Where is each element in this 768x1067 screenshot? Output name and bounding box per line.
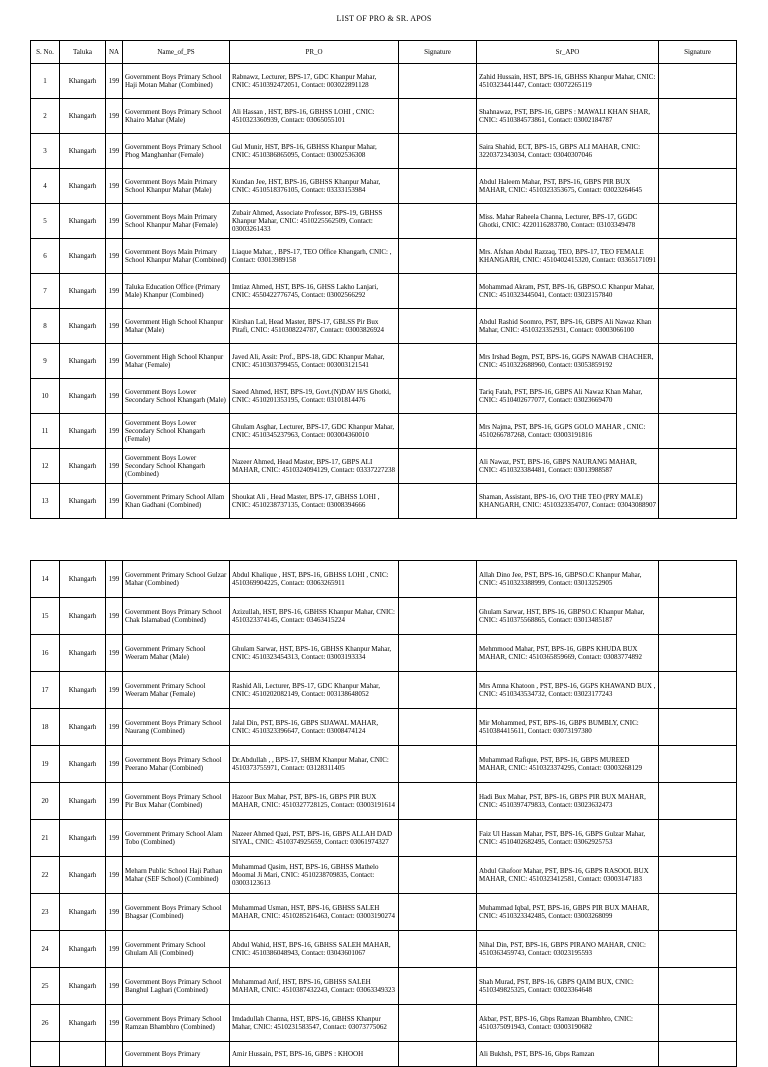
- cell-na: 199: [106, 484, 123, 519]
- cell-name-of-ps: Government Boys Main Primary School Khanpur Mahar (Combined): [123, 239, 230, 274]
- cell-name-of-ps: Government Primary School Alam Tobo (Combined): [123, 820, 230, 857]
- cell-signature-pro: [399, 857, 477, 894]
- header-name-of-ps: Name_of_PS: [123, 41, 230, 64]
- cell-na: 199: [106, 894, 123, 931]
- cell-signature-apo: [659, 931, 737, 968]
- cell-signature-pro: [399, 931, 477, 968]
- cell-signature-pro: [399, 1042, 477, 1067]
- table-row: [31, 709, 737, 746]
- cell-na: 199: [106, 820, 123, 857]
- cell-signature-apo: [659, 746, 737, 783]
- table-row: [31, 134, 737, 169]
- cell-name-of-ps: Government Boys Primary School Haji Motan Mahar (Combined): [123, 64, 230, 99]
- cell-sr-apo: Akbar, PST, BPS-16, Gbps Ramzan Bhambhro, CNIC: 4510375091943, Contact: 03003190682: [477, 1005, 659, 1042]
- cell-name-of-ps: Government Boys Primary: [123, 1042, 230, 1067]
- cell-taluka: Khangarh: [60, 344, 106, 379]
- cell-taluka: Khangarh: [60, 169, 106, 204]
- cell-sno: 9: [31, 344, 60, 379]
- cell-pr-o: Rashid Ali, Lecturer, BPS-17, GDC Khanpur Mahar, CNIC: 4510202082149, Contact: 003138648052: [230, 672, 399, 709]
- cell-signature-pro: [399, 169, 477, 204]
- header-signature-apo: Signature: [659, 41, 737, 64]
- cell-signature-pro: [399, 379, 477, 414]
- cell-sno: 13: [31, 484, 60, 519]
- cell-na: 199: [106, 968, 123, 1005]
- cell-sno: 19: [31, 746, 60, 783]
- cell-pr-o: Liaque Mahar, , BPS-17, TEO Office Khangarh, CNIC: , Contact: 03013989158: [230, 239, 399, 274]
- header-na: NA: [106, 41, 123, 64]
- cell-pr-o: Ghulam Sarwar, HST, BPS-16, GBHSS Khanpur Mahar, CNIC: 4510323454313, Contact: 03003193334: [230, 635, 399, 672]
- cell-sr-apo: Mrs Irshad Begm, PST, BPS-16, GGPS NAWAB CHACHER, CNIC: 4510322688960, Contact: 03053859192: [477, 344, 659, 379]
- cell-pr-o: Kirshan Lal, Head Master, BPS-17, GBLSS Pir Bux Pitafi, CNIC: 4510308224787, Contact: 03003826924: [230, 309, 399, 344]
- cell-taluka: Khangarh: [60, 239, 106, 274]
- table-row: [31, 204, 737, 239]
- cell-sr-apo: Nihal Din, PST, BPS-16, GBPS PIRANO MAHAR, CNIC: 4510363459743, Contact: 03023195593: [477, 931, 659, 968]
- table-row: [31, 783, 737, 820]
- cell-name-of-ps: Government Primary School Allam Khan Gadhani (Combined): [123, 484, 230, 519]
- cell-name-of-ps: Government Primary School Ghulam Ali (Combined): [123, 931, 230, 968]
- cell-sr-apo: Mrs Najma, PST, BPS-16, GGPS GOLO MAHAR , CNIC: 4510266787268, Contact: 03003191816: [477, 414, 659, 449]
- cell-taluka: Khangarh: [60, 134, 106, 169]
- cell-pr-o: Shoukat Ali , Head Master, BPS-17, GBHSS LOHI , CNIC: 4510238737135, Contact: 03008394666: [230, 484, 399, 519]
- cell-sno: 25: [31, 968, 60, 1005]
- cell-name-of-ps: Government Boys Primary School Phog Manghanhar (Female): [123, 134, 230, 169]
- cell-sno: [31, 1042, 60, 1067]
- header-sno: S. No.: [31, 41, 60, 64]
- cell-name-of-ps: Government High School Khanpur Mahar (Female): [123, 344, 230, 379]
- cell-sr-apo: Tariq Fatah, PST, BPS-16, GBPS Ali Nawaz Khan Mahar, CNIC: 4510402677077, Contact: 03023669470: [477, 379, 659, 414]
- table-row: [31, 449, 737, 484]
- table-row: [31, 820, 737, 857]
- cell-sno: 11: [31, 414, 60, 449]
- cell-name-of-ps: Government Primary School Gulzar Mahar (Combined): [123, 561, 230, 598]
- cell-pr-o: Rabnawz, Lecturer, BPS-17, GDC Khanpur Mahar, CNIC: 4510392472051, Contact: 003022891128: [230, 64, 399, 99]
- cell-name-of-ps: Government Primary School Weeram Mahar (Female): [123, 672, 230, 709]
- cell-sr-apo: Allah Dino Jee, PST, BPS-16, GBPSO.C Khanpur Mahar, CNIC: 4510323388999, Contact: 03013252905: [477, 561, 659, 598]
- pro-apo-table-top: [30, 40, 737, 519]
- cell-signature-apo: [659, 309, 737, 344]
- cell-signature-apo: [659, 379, 737, 414]
- cell-taluka: Khangarh: [60, 672, 106, 709]
- cell-signature-apo: [659, 894, 737, 931]
- cell-sno: 24: [31, 931, 60, 968]
- cell-sno: 4: [31, 169, 60, 204]
- cell-na: 199: [106, 414, 123, 449]
- cell-signature-apo: [659, 1042, 737, 1067]
- cell-sr-apo: Mehmmood Mahar, PST, BPS-16, GBPS KHUDA BUX MAHAR, CNIC: 4510365859669, Contact: 03083774892: [477, 635, 659, 672]
- table-row: [31, 309, 737, 344]
- table-row: [31, 561, 737, 598]
- table-row: [31, 857, 737, 894]
- cell-signature-apo: [659, 783, 737, 820]
- cell-name-of-ps: Government Boys Main Primary School Khanpur Mahar (Male): [123, 169, 230, 204]
- cell-taluka: Khangarh: [60, 274, 106, 309]
- cell-sno: 1: [31, 64, 60, 99]
- cell-signature-pro: [399, 309, 477, 344]
- cell-taluka: Khangarh: [60, 1005, 106, 1042]
- cell-sr-apo: Miss. Mahar Raheela Channa, Lecturer, BPS-17, GGDC Ghotki, CNIC: 4220116283780, Contact: 03103349478: [477, 204, 659, 239]
- cell-sr-apo: Abdul Haleem Mahar, PST, BPS-16, GBPS PIR BUX MAHAR, CNIC: 4510323353675, Contact: 03023264645: [477, 169, 659, 204]
- cell-sr-apo: Shah Murad, PST, BPS-16, GBPS QAIM BUX, CNIC: 4510349825325, Contact: 03023364648: [477, 968, 659, 1005]
- cell-pr-o: Javed Ali, Assit: Prof., BPS-18, GDC Khanpur Mahar, CNIC: 4510303799455, Contact: 003003121541: [230, 344, 399, 379]
- cell-signature-pro: [399, 99, 477, 134]
- cell-pr-o: Amir Hussain, PST, BPS-16, GBPS : KHOOH: [230, 1042, 399, 1067]
- cell-taluka: Khangarh: [60, 449, 106, 484]
- cell-sr-apo: Ali Nawaz, PST, BPS-16, GBPS NAURANG MAHAR, CNIC: 4510323384481, Contact: 03013988587: [477, 449, 659, 484]
- cell-taluka: Khangarh: [60, 309, 106, 344]
- cell-taluka: Khangarh: [60, 783, 106, 820]
- cell-na: 199: [106, 99, 123, 134]
- cell-pr-o: Abdul Wahid, HST, BPS-16, GBHSS SALEH MAHAR, CNIC: 4510386048943, Contact: 03043601067: [230, 931, 399, 968]
- cell-na: 199: [106, 169, 123, 204]
- cell-name-of-ps: Government Boys Lower Secondary School Khangarh (Male): [123, 379, 230, 414]
- cell-name-of-ps: Government Boys Primary School Banghul Laghari (Combined): [123, 968, 230, 1005]
- cell-signature-pro: [399, 783, 477, 820]
- cell-taluka: Khangarh: [60, 204, 106, 239]
- cell-na: 199: [106, 1005, 123, 1042]
- cell-name-of-ps: Government Boys Lower Secondary School Khangarh (Combined): [123, 449, 230, 484]
- cell-na: 199: [106, 857, 123, 894]
- cell-na: 199: [106, 746, 123, 783]
- cell-name-of-ps: Government Boys Primary School Ramzan Bhambhro (Combined): [123, 1005, 230, 1042]
- table-row: [31, 99, 737, 134]
- cell-pr-o: Muhammad Arif, HST, BPS-16, GBHSS SALEH MAHAR, CNIC: 4510387432243, Contact: 03063349323: [230, 968, 399, 1005]
- cell-pr-o: Nazeer Ahmed, Head Master, BPS-17, GBPS ALI MAHAR, CNIC: 4510324094129, Contact: 03337227238: [230, 449, 399, 484]
- cell-signature-pro: [399, 274, 477, 309]
- table-row: [31, 414, 737, 449]
- cell-pr-o: Kundan Jee, HST, BPS-16, GBHSS Khanpur Mahar, CNIC: 4510518376105, Contact: 03333153984: [230, 169, 399, 204]
- table-header-row: [31, 41, 737, 64]
- cell-signature-apo: [659, 169, 737, 204]
- cell-signature-pro: [399, 820, 477, 857]
- cell-name-of-ps: Government Boys Primary School Bhagsar (Combined): [123, 894, 230, 931]
- cell-pr-o: Muhammad Qasim, HST, BPS-16, GBHSS Mathelo Moomal Ji Mari, CNIC: 4510238709835, Contact: 03003123613: [230, 857, 399, 894]
- cell-pr-o: Saeed Ahmed, HST, BPS-19, Govt.(N)DAV H/S Ghotki, CNIC: 4510201353195, Contact: 03101814476: [230, 379, 399, 414]
- table-row: [31, 931, 737, 968]
- cell-sno: 3: [31, 134, 60, 169]
- cell-sr-apo: Saira Shahid, ECT, BPS-15, GBPS ALI MAHAR, CNIC: 3220372343034, Contact: 03040307046: [477, 134, 659, 169]
- table-row: [31, 274, 737, 309]
- cell-name-of-ps: Government Boys Primary School Peerano Mahar (Combined): [123, 746, 230, 783]
- cell-sno: 17: [31, 672, 60, 709]
- cell-signature-apo: [659, 635, 737, 672]
- cell-signature-apo: [659, 239, 737, 274]
- cell-sno: 20: [31, 783, 60, 820]
- cell-signature-apo: [659, 484, 737, 519]
- cell-taluka: Khangarh: [60, 931, 106, 968]
- cell-na: 199: [106, 598, 123, 635]
- cell-taluka: Khangarh: [60, 635, 106, 672]
- cell-name-of-ps: Government Boys Primary School Naurang (Combined): [123, 709, 230, 746]
- cell-sno: 22: [31, 857, 60, 894]
- cell-pr-o: Azizullah, HST, BPS-16, GBHSS Khanpur Mahar, CNIC: 4510323374145, Contact: 03463415224: [230, 598, 399, 635]
- cell-signature-apo: [659, 134, 737, 169]
- cell-na: 199: [106, 672, 123, 709]
- cell-name-of-ps: Government Boys Primary School Pir Bux Mahar (Combined): [123, 783, 230, 820]
- cell-signature-pro: [399, 239, 477, 274]
- cell-sr-apo: Muhammad Iqbal, PST, BPS-16, GBPS PIR BUX MAHAR, CNIC: 4510323342485, Contact: 03003268099: [477, 894, 659, 931]
- cell-sno: 16: [31, 635, 60, 672]
- cell-name-of-ps: Government High School Khanpur Mahar (Male): [123, 309, 230, 344]
- cell-signature-pro: [399, 64, 477, 99]
- cell-na: 199: [106, 239, 123, 274]
- cell-signature-apo: [659, 64, 737, 99]
- cell-signature-pro: [399, 746, 477, 783]
- cell-signature-apo: [659, 709, 737, 746]
- cell-taluka: Khangarh: [60, 484, 106, 519]
- cell-signature-pro: [399, 344, 477, 379]
- table-row: [31, 239, 737, 274]
- cell-pr-o: Hazoor Bux Mahar, PST, BPS-16, GBPS PIR BUX MAHAR, CNIC: 4510327728125, Contact: 03003191614: [230, 783, 399, 820]
- cell-pr-o: Jalal Din, PST, BPS-16, GBPS SIJAWAL MAHAR, CNIC: 4510323396647, Contact: 03008474124: [230, 709, 399, 746]
- cell-sno: 14: [31, 561, 60, 598]
- cell-signature-apo: [659, 1005, 737, 1042]
- cell-signature-apo: [659, 99, 737, 134]
- cell-na: 199: [106, 134, 123, 169]
- table-row: [31, 1005, 737, 1042]
- cell-taluka: Khangarh: [60, 968, 106, 1005]
- cell-signature-pro: [399, 598, 477, 635]
- cell-taluka: Khangarh: [60, 414, 106, 449]
- cell-sno: 23: [31, 894, 60, 931]
- cell-na: 199: [106, 635, 123, 672]
- table-row: [31, 379, 737, 414]
- cell-taluka: Khangarh: [60, 379, 106, 414]
- cell-signature-apo: [659, 449, 737, 484]
- table-row: [31, 894, 737, 931]
- cell-sr-apo: Abdul Ghafoor Mahar, PST, BPS-16, GBPS RASOOL BUX MAHAR, CNIC: 4510323412581, Contact: 03003147183: [477, 857, 659, 894]
- cell-pr-o: Muhammad Usman, HST, BPS-16, GBHSS SALEH MAHAR, CNIC: 4510285216463, Contact: 03003190274: [230, 894, 399, 931]
- cell-name-of-ps: Government Primary School Weeram Mahar (Male): [123, 635, 230, 672]
- cell-sr-apo: Hadi Bux Mahar, PST, BPS-16, GBPS PIR BUX MAHAR, CNIC: 4510397479833, Contact: 03023632473: [477, 783, 659, 820]
- cell-sr-apo: Shaman, Assistant, BPS-16, O/O THE TEO (PRY MALE) KHANGARH, CNIC: 4510323354707, Contact: 03043088907: [477, 484, 659, 519]
- cell-pr-o: Dr.Abdullah , , BPS-17, SHBM Khanpur Mahar, CNIC: 4510373755971, Contact: 03128311405: [230, 746, 399, 783]
- cell-sr-apo: Mrs. Afshan Abdul Razzaq, TEO, BPS-17, TEO FEMALE KHANGARH, CNIC: 4510402415320, Contact: 03365171091: [477, 239, 659, 274]
- cell-na: 199: [106, 709, 123, 746]
- cell-pr-o: Ali Hassan , HST, BPS-16, GBHSS LOHI , CNIC: 4510323360939, Contact: 03065055101: [230, 99, 399, 134]
- cell-sr-apo: Mohammad Akram, PST, BPS-16, GBPSO.C Khanpur Mahar, CNIC: 4510323445041, Contact: 03023157840: [477, 274, 659, 309]
- table-row: [31, 484, 737, 519]
- cell-na: 199: [106, 309, 123, 344]
- cell-sr-apo: Faiz Ul Hassan Mahar, PST, BPS-16, GBPS Gulzar Mahar, CNIC: 4510402682495, Contact: 03062925753: [477, 820, 659, 857]
- cell-taluka: [60, 1042, 106, 1067]
- cell-signature-apo: [659, 414, 737, 449]
- cell-name-of-ps: Meharn Public School Haji Pathan Mahar (SEF School) (Combined): [123, 857, 230, 894]
- cell-name-of-ps: Taluka Education Office (Primary Male) Khanpur (Combined): [123, 274, 230, 309]
- cell-taluka: Khangarh: [60, 598, 106, 635]
- cell-sno: 7: [31, 274, 60, 309]
- table-row: [31, 169, 737, 204]
- cell-na: 199: [106, 274, 123, 309]
- cell-signature-pro: [399, 1005, 477, 1042]
- cell-pr-o: Gul Munir, HST, BPS-16, GBHSS Khanpur Mahar, CNIC: 4510386865095, Contact: 03002536308: [230, 134, 399, 169]
- cell-taluka: Khangarh: [60, 857, 106, 894]
- table-row: [31, 598, 737, 635]
- cell-signature-pro: [399, 709, 477, 746]
- cell-pr-o: Imtiaz Ahmed, HST, BPS-16, GHSS Lakho Lanjari, CNIC: 4550422776745, Contact: 03002566292: [230, 274, 399, 309]
- cell-sno: 15: [31, 598, 60, 635]
- cell-pr-o: Ghulam Asghar, Lecturer, BPS-17, GDC Khanpur Mahar, CNIC: 4510345237963, Contact: 003004360010: [230, 414, 399, 449]
- cell-signature-apo: [659, 204, 737, 239]
- cell-signature-apo: [659, 561, 737, 598]
- cell-taluka: Khangarh: [60, 746, 106, 783]
- cell-signature-pro: [399, 204, 477, 239]
- cell-taluka: Khangarh: [60, 820, 106, 857]
- document-title: LIST OF PRO & SR. APOS: [336, 14, 432, 23]
- cell-signature-apo: [659, 598, 737, 635]
- table-row: [31, 968, 737, 1005]
- cell-signature-apo: [659, 857, 737, 894]
- cell-taluka: Khangarh: [60, 709, 106, 746]
- cell-signature-apo: [659, 274, 737, 309]
- cell-name-of-ps: Government Boys Primary School Khairo Mahar (Male): [123, 99, 230, 134]
- cell-na: 199: [106, 344, 123, 379]
- cell-taluka: Khangarh: [60, 894, 106, 931]
- cell-signature-pro: [399, 449, 477, 484]
- cell-sr-apo: Ali Bukhsh, PST, BPS-16, Gbps Ramzan: [477, 1042, 659, 1067]
- cell-na: 199: [106, 931, 123, 968]
- cell-signature-pro: [399, 968, 477, 1005]
- cell-sr-apo: Zahid Hussain, HST, BPS-16, GBHSS Khanpur Mahar, CNIC: 4510323441447, Contact: 03072265119: [477, 64, 659, 99]
- cell-na: 199: [106, 379, 123, 414]
- table-row: [31, 1042, 737, 1067]
- cell-sno: 5: [31, 204, 60, 239]
- cell-signature-pro: [399, 561, 477, 598]
- cell-signature-pro: [399, 414, 477, 449]
- cell-signature-pro: [399, 672, 477, 709]
- cell-pr-o: Abdul Khalique , HST, BPS-16, GBHSS LOHI , CNIC: 4510369904225, Contact: 03063265911: [230, 561, 399, 598]
- pro-apo-table-bottom: [30, 560, 737, 1067]
- cell-na: 199: [106, 449, 123, 484]
- cell-sr-apo: Mrs Amna Khatoon , PST, BPS-16, GGPS KHAWAND BUX , CNIC: 4510343534732, Contact: 03023177243: [477, 672, 659, 709]
- cell-sno: 6: [31, 239, 60, 274]
- cell-sno: 21: [31, 820, 60, 857]
- table-row: [31, 344, 737, 379]
- cell-signature-pro: [399, 635, 477, 672]
- cell-sr-apo: Abdul Rashid Soomro, PST, BPS-16, GBPS Ali Nawaz Khan Mahar, CNIC: 4510323352931, Contact: 03003066100: [477, 309, 659, 344]
- cell-taluka: Khangarh: [60, 64, 106, 99]
- cell-taluka: Khangarh: [60, 99, 106, 134]
- table-row: [31, 746, 737, 783]
- cell-sno: 8: [31, 309, 60, 344]
- cell-pr-o: Zubair Ahmed, Associate Professor, BPS-19, GBHSS Khanpur Mahar, CNIC: 4510225562509, Contact: 03003261433: [230, 204, 399, 239]
- cell-sno: 12: [31, 449, 60, 484]
- header-signature-pro: Signature: [399, 41, 477, 64]
- cell-na: 199: [106, 204, 123, 239]
- cell-sr-apo: Muhammad Rafique, PST, BPS-16, GBPS MUREED MAHAR, CNIC: 4510323374295, Contact: 03003268129: [477, 746, 659, 783]
- cell-name-of-ps: Government Boys Main Primary School Khanpur Mahar (Female): [123, 204, 230, 239]
- cell-taluka: Khangarh: [60, 561, 106, 598]
- cell-signature-apo: [659, 344, 737, 379]
- table-row: [31, 672, 737, 709]
- cell-name-of-ps: Government Boys Lower Secondary School Khangarh (Female): [123, 414, 230, 449]
- cell-sno: 2: [31, 99, 60, 134]
- cell-signature-apo: [659, 968, 737, 1005]
- cell-sno: 10: [31, 379, 60, 414]
- cell-pr-o: Nazeer Ahmed Qazi, PST, BPS-16, GBPS ALLAH DAD SIYAL, CNIC: 4510374925659, Contact: 03061974327: [230, 820, 399, 857]
- cell-na: 199: [106, 64, 123, 99]
- cell-na: 199: [106, 561, 123, 598]
- cell-na: 199: [106, 783, 123, 820]
- table-row: [31, 64, 737, 99]
- cell-sno: 18: [31, 709, 60, 746]
- cell-pr-o: Imdadullah Channa, HST, BPS-16, GBHSS Khanpur Mahar, CNIC: 4510231583547, Contact: 03073775062: [230, 1005, 399, 1042]
- cell-sr-apo: Mir Mohammed, PST, BPS-16, GBPS BUMBLY, CNIC: 4510384415611, Contact: 03073197380: [477, 709, 659, 746]
- cell-signature-pro: [399, 484, 477, 519]
- cell-signature-apo: [659, 820, 737, 857]
- cell-name-of-ps: Government Boys Primary School Chak Islamabad (Combined): [123, 598, 230, 635]
- cell-sr-apo: Shahnawaz, PST, BPS-16, GBPS : MAWALI KHAN SHAR, CNIC: 4510384573861, Contact: 03002184787: [477, 99, 659, 134]
- table-row: [31, 635, 737, 672]
- header-pr-o: PR_O: [230, 41, 399, 64]
- cell-na: [106, 1042, 123, 1067]
- cell-signature-pro: [399, 134, 477, 169]
- cell-signature-pro: [399, 894, 477, 931]
- cell-signature-apo: [659, 672, 737, 709]
- header-taluka: Taluka: [60, 41, 106, 64]
- cell-sr-apo: Ghulam Sarwar, HST, BPS-16, GBPSO.C Khanpur Mahar, CNIC: 4510375568865, Contact: 03013485187: [477, 598, 659, 635]
- cell-sno: 26: [31, 1005, 60, 1042]
- header-sr-apo: Sr_APO: [477, 41, 659, 64]
